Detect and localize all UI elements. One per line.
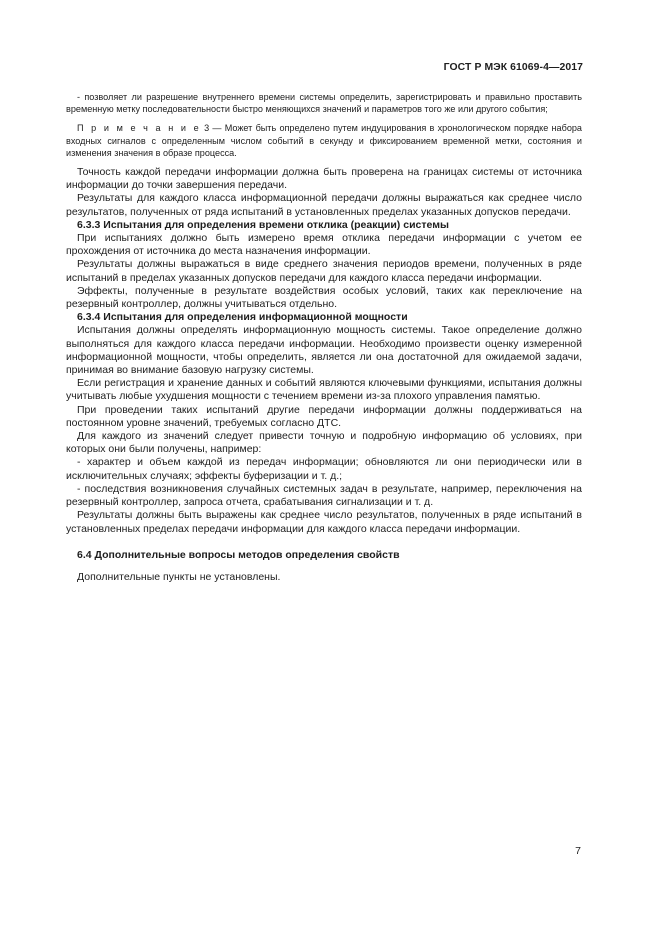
paragraph-results-class: Результаты для каждого класса информационной передачи должны выражаться как среднее число результатов, полученных от ряда испытаний в установленных пределах указанных допусков передачи. bbox=[66, 192, 582, 218]
paragraph-response-time: При испытаниях должно быть измерено время отклика передачи информации с учетом ее прохождения от источника до места назначения информации. bbox=[66, 232, 582, 258]
paragraph-conditions: Для каждого из значений следует привести точную и подробную информацию об условиях, при которых они были получены, например: bbox=[66, 430, 582, 456]
section-heading-6-3-4: 6.3.4 Испытания для определения информационной мощности bbox=[77, 311, 408, 324]
document-code-header: ГОСТ Р МЭК 61069-4—2017 bbox=[443, 62, 583, 73]
paragraph-memory: Если регистрация и хранение данных и событий являются ключевыми функциями, испытания должны учитывать любые ухудшения мощности с течением времени из-за плохого управления памятью. bbox=[66, 377, 582, 403]
paragraph-accuracy: Точность каждой передачи информации должна быть проверена на границах системы от источника информации до точки завершения передачи. bbox=[66, 166, 582, 192]
paragraph-results-expressed: Результаты должны быть выражены как среднее число результатов, полученных в ряде испытаний в установленных пределах передачи информации для каждого класса передачи информации. bbox=[66, 509, 582, 535]
list-item: - последствия возникновения случайных системных задач в результате, например, переключения на резервный контроллер, запроса отчета, срабатывания сигнализации и т. д. bbox=[66, 482, 582, 509]
paragraph-time-resolution: - позволяет ли разрешение внутреннего времени системы определить, зарегистрировать и правильно проставить временную метку последовательности быстро меняющихся значений и параметров того же или другого события; bbox=[66, 92, 582, 115]
section-heading-6-3-3: 6.3.3 Испытания для определения времени отклика (реакции) системы bbox=[77, 218, 449, 231]
page-content bbox=[66, 91, 582, 584]
note bbox=[66, 122, 582, 159]
paragraph-special-conditions: Эффекты, полученные в результате воздействия особых условий, таких как переключение на резервный контроллер, должны учитываться отдельно. bbox=[66, 284, 582, 311]
list-item: - характер и объем каждой из передач информации; обновляются ли они периодически или в исключительных случаях; эффекты буферизации и т. д.; bbox=[66, 456, 582, 482]
note-text: 3 — Может быть определено путем индуцирования в хронологическом порядке набора входных сигналов с определенным числом событий в секунду и фиксированием временной метки, состояния и изменения значения в образе процесса. bbox=[66, 123, 582, 158]
paragraph-constant-level: При проведении таких испытаний другие передачи информации должны поддерживаться на постоянном уровне значений, требуемых согласно ДТС. bbox=[66, 403, 582, 429]
section-heading-6-4: 6.4 Дополнительные вопросы методов определения свойств bbox=[77, 548, 400, 561]
paragraph-results-average: Результаты должны выражаться в виде среднего значения периодов времени, полученных в ряде испытаний в пределах указанных допусков передачи для каждого класса передачи информации. bbox=[66, 258, 582, 284]
page-number: 7 bbox=[575, 845, 581, 857]
paragraph-no-additional: Дополнительные пункты не установлены. bbox=[77, 570, 281, 583]
note-label: П р и м е ч а н и е bbox=[77, 123, 201, 134]
paragraph-capacity: Испытания должны определять информационную мощность системы. Такое определение должно выполняться для каждого класса передачи информации. Необходимо произвести оценку измеренной информационной мощности, чтобы определить, является ли она достаточной для ожидаемой задачи, принимая во внимание базовую нагрузку системы. bbox=[66, 324, 582, 377]
